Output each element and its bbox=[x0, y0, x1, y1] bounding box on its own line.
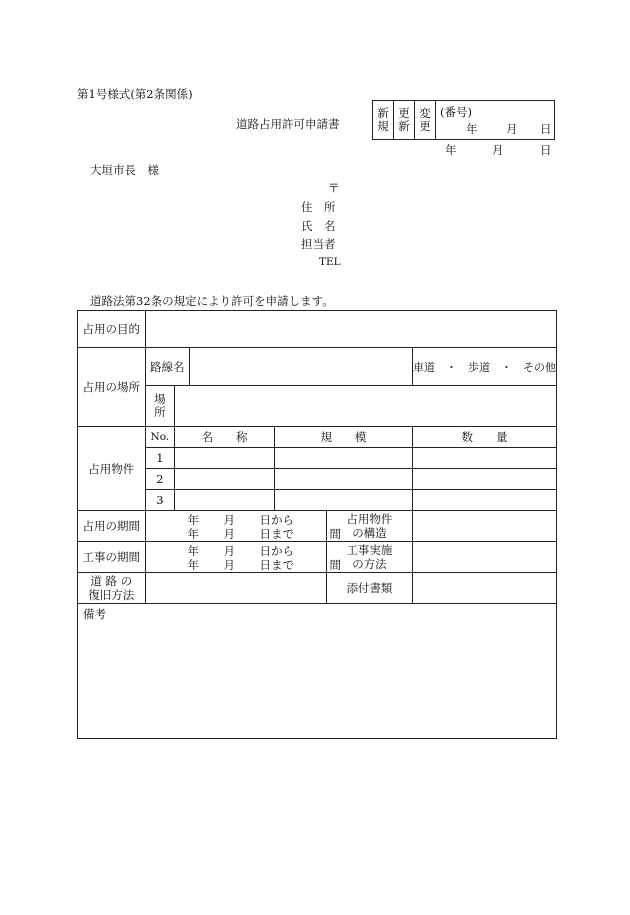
location-label: 占用の場所 bbox=[78, 348, 146, 427]
statement: 道路法第32条の規定により許可を申請します。 bbox=[90, 294, 334, 308]
object-name-field[interactable] bbox=[175, 469, 275, 490]
construction-period-field[interactable]: 年 月 日から 年 月 日まで 間 bbox=[145, 542, 326, 573]
col-quantity: 数 量 bbox=[412, 427, 556, 448]
restoration-field[interactable] bbox=[145, 573, 326, 604]
row-number: 3 bbox=[145, 490, 175, 511]
object-quantity-field[interactable] bbox=[412, 469, 556, 490]
person-in-charge-label: 担当者 bbox=[301, 237, 336, 251]
application-table bbox=[77, 310, 557, 739]
type-change[interactable]: 変 更 bbox=[415, 101, 436, 140]
col-scale: 規 模 bbox=[274, 427, 412, 448]
structure-field[interactable] bbox=[412, 511, 556, 542]
restoration-label: 道 路 の 復旧方法 bbox=[78, 573, 146, 604]
name-label: 氏 名 bbox=[301, 219, 336, 233]
structure-label: 占用物件 の構造 bbox=[326, 511, 412, 542]
col-name: 名 称 bbox=[175, 427, 275, 448]
period-label: 占用の期間 bbox=[78, 511, 146, 542]
type-new[interactable]: 新 規 bbox=[373, 101, 394, 140]
date-year: 年 bbox=[445, 143, 457, 157]
date-day: 日 bbox=[540, 143, 552, 157]
road-type-options[interactable]: 車道 ・ 歩道 ・ その他 bbox=[412, 348, 556, 386]
route-name-label: 路線名 bbox=[145, 348, 189, 386]
tel-label: TEL bbox=[319, 256, 341, 268]
remarks-label: 備考 bbox=[83, 607, 106, 621]
remarks-field[interactable] bbox=[78, 604, 557, 739]
object-scale-field[interactable] bbox=[274, 469, 412, 490]
route-name-field[interactable] bbox=[189, 348, 412, 386]
period-field[interactable]: 年 月 日から 年 月 日まで 間 bbox=[145, 511, 326, 542]
address-label: 住 所 bbox=[301, 200, 336, 214]
application-type-box bbox=[372, 100, 555, 140]
number-label: (番号) bbox=[440, 105, 472, 119]
attachments-field[interactable] bbox=[412, 573, 556, 604]
postal-mark: 〒 bbox=[328, 181, 340, 195]
place-label: 場 所 bbox=[145, 386, 175, 427]
object-scale-field[interactable] bbox=[274, 490, 412, 511]
number-box[interactable]: (番号) 年 月 日 bbox=[436, 101, 555, 140]
object-scale-field[interactable] bbox=[274, 448, 412, 469]
place-field[interactable] bbox=[175, 386, 557, 427]
form-number: 第1号様式(第2条関係) bbox=[77, 87, 193, 101]
object-quantity-field[interactable] bbox=[412, 448, 556, 469]
purpose-label: 占用の目的 bbox=[78, 311, 146, 348]
object-name-field[interactable] bbox=[175, 448, 275, 469]
method-label: 工事実施 の方法 bbox=[326, 542, 412, 573]
construction-period-label: 工事の期間 bbox=[78, 542, 146, 573]
object-quantity-field[interactable] bbox=[412, 490, 556, 511]
addressee: 大垣市長 様 bbox=[90, 163, 159, 177]
date-month: 月 bbox=[492, 143, 504, 157]
col-no: No. bbox=[145, 427, 175, 448]
row-number: 1 bbox=[145, 448, 175, 469]
type-renewal[interactable]: 更 新 bbox=[394, 101, 415, 140]
method-field[interactable] bbox=[412, 542, 556, 573]
object-name-field[interactable] bbox=[175, 490, 275, 511]
attachments-label: 添付書類 bbox=[326, 573, 412, 604]
object-label: 占用物件 bbox=[78, 427, 146, 511]
row-number: 2 bbox=[145, 469, 175, 490]
purpose-field[interactable] bbox=[145, 311, 556, 348]
document-title: 道路占用許可申請書 bbox=[236, 117, 340, 131]
